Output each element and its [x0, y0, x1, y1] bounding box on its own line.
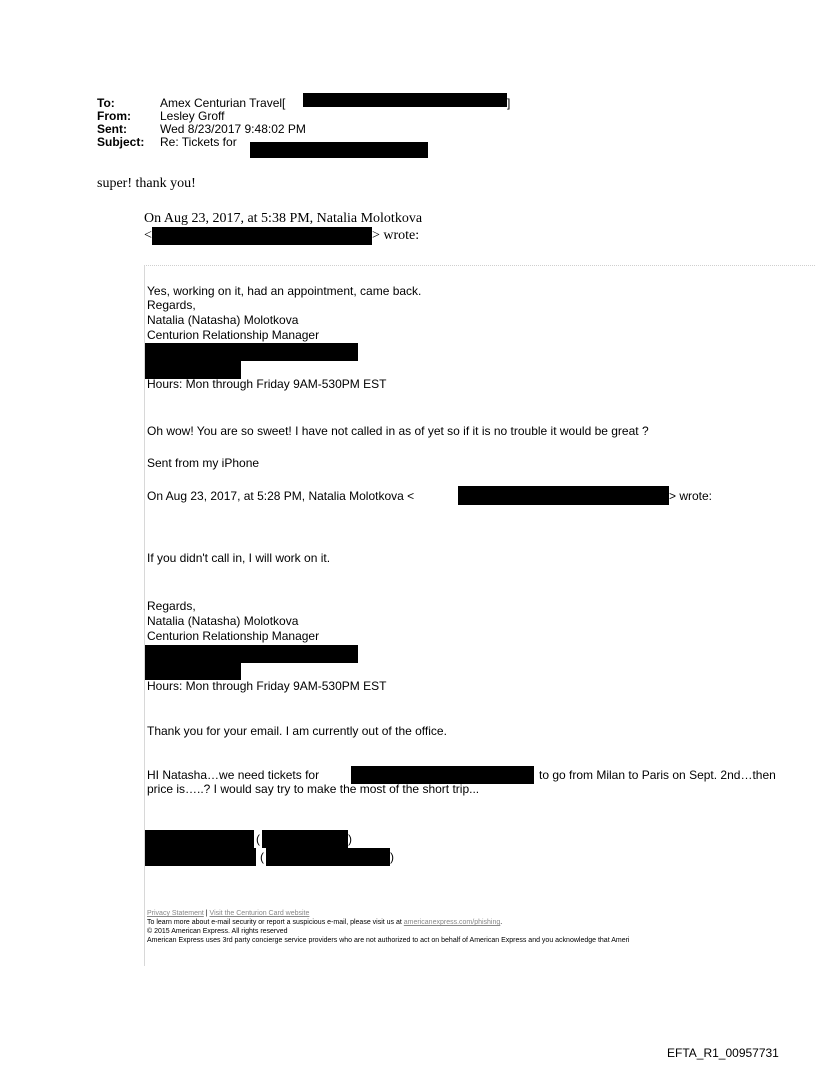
redaction-signature-phone1	[262, 830, 348, 848]
message1-name: Natalia (Natasha) Molotkova	[147, 313, 299, 327]
message1-regards: Regards,	[147, 298, 196, 312]
reply-body: super! thank you!	[97, 176, 196, 191]
footer-copyright: © 2015 American Express. All rights reserved	[147, 928, 288, 935]
message2-sent-from: Sent from my iPhone	[147, 456, 260, 470]
sent-value: Wed 8/23/2017 9:48:02 PM	[160, 122, 306, 136]
redaction-subject	[250, 142, 428, 158]
signature-paren-close-1: )	[348, 832, 352, 846]
quote1-lt: <	[144, 228, 152, 243]
message3-regards: Regards,	[147, 599, 196, 613]
original-line1-end: to go from Milan to Paris on Sept. 2nd…then	[539, 768, 776, 782]
signature-paren-open-1: (	[256, 832, 260, 846]
to-value: Amex Centurian Travel[	[160, 96, 286, 110]
document-id: EFTA_R1_00957731	[667, 1046, 779, 1060]
footer-disclaimer: American Express uses 3rd party concierge service providers who are not authorized to act on behalf of American Express and you acknowledge that Ameri	[147, 937, 630, 944]
redaction-quote2-email	[458, 486, 669, 505]
redaction-to-email	[303, 93, 507, 107]
message3-text: If you didn't call in, I will work on it.	[147, 551, 331, 565]
quote2-header: On Aug 23, 2017, at 5:28 PM, Natalia Molotkova <	[147, 489, 415, 503]
quote1-header: On Aug 23, 2017, at 5:38 PM, Natalia Molotkova	[144, 211, 423, 226]
message1-text: Yes, working on it, had an appointment, came back.	[147, 284, 422, 298]
quote2-wrote: > wrote:	[669, 489, 713, 503]
footer-security	[147, 919, 502, 927]
from-label: From:	[97, 109, 131, 123]
security-end: .	[500, 919, 503, 926]
message2-text: Oh wow! You are so sweet! I have not called in as of yet so if it is no trouble it would be great ?	[147, 424, 649, 438]
redaction-message1-contact	[145, 343, 358, 361]
redaction-message3-contact	[145, 645, 358, 663]
phishing-link[interactable]: americanexpress.com/phishing	[403, 919, 501, 926]
subject-value: Re: Tickets for	[160, 135, 237, 149]
signature-paren-close-2: )	[390, 850, 394, 864]
centurion-website-link[interactable]: Visit the Centurion Card website	[209, 910, 310, 917]
to-label: To:	[97, 96, 115, 110]
message1-title: Centurion Relationship Manager	[147, 328, 320, 342]
message3-hours: Hours: Mon through Friday 9AM-530PM EST	[147, 679, 387, 693]
message1-hours: Hours: Mon through Friday 9AM-530PM EST	[147, 377, 387, 391]
original-line1-start: HI Natasha…we need tickets for	[147, 768, 320, 782]
redaction-message3-phone	[145, 663, 241, 680]
sent-label: Sent:	[97, 122, 127, 136]
to-bracket-close: ]	[507, 96, 511, 110]
redaction-quote1-email	[152, 227, 372, 245]
privacy-statement-link[interactable]: Privacy Statement	[147, 910, 204, 917]
redaction-signature-name1	[145, 830, 254, 848]
subject-label: Subject:	[97, 135, 145, 149]
original-line2: price is…..? I would say try to make the most of the short trip...	[147, 782, 480, 796]
footer-links	[147, 910, 309, 918]
message3-name: Natalia (Natasha) Molotkova	[147, 614, 299, 628]
security-text: To learn more about e-mail security or report a suspicious e-mail, please visit us at	[147, 919, 404, 926]
signature-paren-open-2: (	[260, 850, 264, 864]
redaction-signature-name2	[145, 848, 256, 866]
message3-title: Centurion Relationship Manager	[147, 629, 320, 643]
auto-reply-text: Thank you for your email. I am currently out of the office.	[147, 724, 447, 738]
from-value: Lesley Groff	[160, 109, 225, 123]
redaction-signature-phone2	[266, 848, 390, 866]
quote1-wrote: > wrote:	[372, 228, 420, 243]
footer-separator: |	[203, 910, 210, 917]
